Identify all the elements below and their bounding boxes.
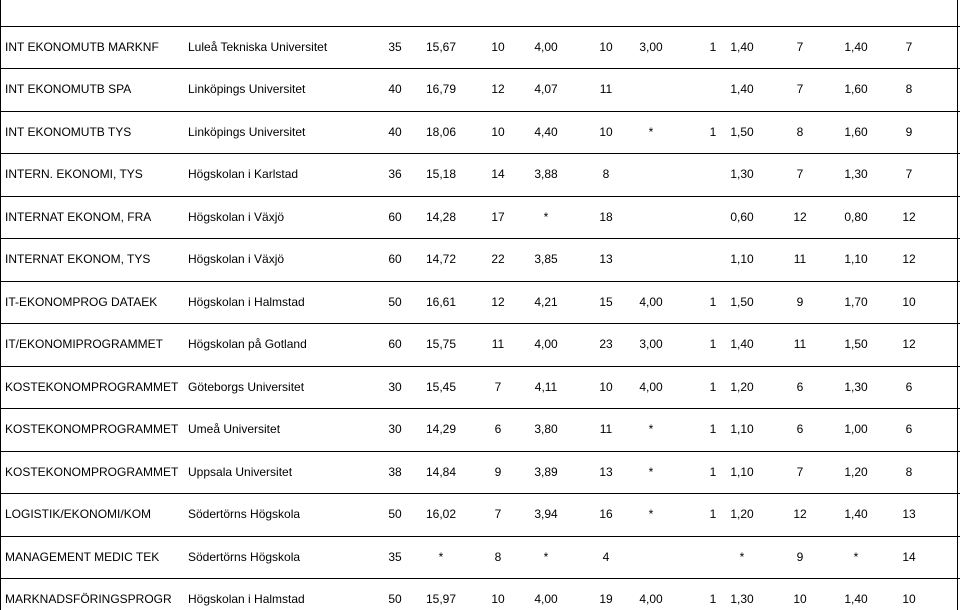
value-cell: 3,00	[639, 337, 663, 351]
value-cell: 15,45	[425, 380, 457, 394]
value-cell: 8	[905, 82, 913, 96]
value-cell: 10	[491, 40, 505, 54]
value-cell: 9	[494, 465, 502, 479]
university-name: Högskolan i Halmstad	[188, 295, 305, 309]
program-name: KOSTEKONOMPROGRAMMET	[5, 465, 179, 479]
table-row	[0, 238, 960, 281]
value-cell: 16,79	[425, 82, 457, 96]
value-cell: 23	[599, 337, 613, 351]
table-row	[0, 196, 960, 239]
value-cell: 1,50	[844, 337, 868, 351]
value-cell: 7	[796, 82, 804, 96]
value-cell: 7	[494, 507, 502, 521]
value-cell: 4,00	[534, 592, 558, 606]
value-cell: 12	[491, 82, 505, 96]
value-cell: 1,40	[730, 40, 754, 54]
university-name: Högskolan i Växjö	[188, 252, 285, 266]
value-cell: 35	[388, 550, 402, 564]
value-cell: 12	[793, 210, 807, 224]
program-name: INT EKONOMUTB SPA	[5, 82, 132, 96]
value-cell: 40	[388, 82, 402, 96]
university-name: Högskolan i Halmstad	[188, 592, 305, 606]
value-cell: 14	[902, 550, 916, 564]
value-cell: 4,21	[534, 295, 558, 309]
value-cell: 4,40	[534, 125, 558, 139]
value-cell: 12	[902, 252, 916, 266]
program-name: KOSTEKONOMPROGRAMMET	[5, 380, 179, 394]
value-cell: 60	[388, 210, 402, 224]
value-cell: 1	[709, 507, 717, 521]
value-cell: 8	[494, 550, 502, 564]
value-cell: 10	[902, 592, 916, 606]
value-cell: 7	[796, 465, 804, 479]
value-cell: 0,60	[730, 210, 754, 224]
university-name: Högskolan på Gotland	[188, 337, 307, 351]
value-cell: 10	[599, 125, 613, 139]
value-cell: 7	[905, 40, 913, 54]
value-cell: 6	[494, 422, 502, 436]
value-cell: 1,50	[730, 295, 754, 309]
value-cell: 8	[602, 167, 610, 181]
value-cell: 1,20	[730, 507, 754, 521]
value-cell: 22	[491, 252, 505, 266]
value-cell: 18	[599, 210, 613, 224]
value-cell: 8	[796, 125, 804, 139]
value-cell: 15,67	[425, 40, 457, 54]
university-name: Göteborgs Universitet	[188, 380, 305, 394]
value-cell: 60	[388, 252, 402, 266]
value-cell: 1	[709, 125, 717, 139]
program-name: INTERN. EKONOMI, TYS	[5, 167, 143, 181]
value-cell: 1,70	[844, 295, 868, 309]
value-cell: 9	[796, 295, 804, 309]
value-cell: 11	[793, 252, 807, 266]
value-cell: *	[648, 125, 654, 139]
value-cell: 4	[602, 550, 610, 564]
table-row	[0, 408, 960, 451]
value-cell: 11	[599, 422, 613, 436]
value-cell: 7	[796, 167, 804, 181]
table-row	[0, 281, 960, 324]
value-cell: 6	[796, 380, 804, 394]
value-cell: 16	[599, 507, 613, 521]
value-cell: 8	[905, 465, 913, 479]
value-cell: 10	[491, 592, 505, 606]
value-cell: *	[648, 465, 654, 479]
value-cell: 1,10	[730, 252, 754, 266]
program-name: MARKNADSFÖRINGSPROGR	[5, 592, 172, 606]
value-cell: 36	[388, 167, 402, 181]
value-cell: 4,07	[534, 82, 558, 96]
value-cell: 15,18	[425, 167, 457, 181]
program-name: LOGISTIK/EKONOMI/KOM	[5, 507, 152, 521]
value-cell: *	[438, 550, 444, 564]
table-row	[0, 26, 960, 69]
program-name: KOSTEKONOMPROGRAMMET	[5, 422, 179, 436]
university-name: Högskolan i Växjö	[188, 210, 285, 224]
program-name: MANAGEMENT MEDIC TEK	[5, 550, 160, 564]
value-cell: 14,72	[425, 252, 457, 266]
value-cell: 4,00	[639, 592, 663, 606]
value-cell: 6	[905, 422, 913, 436]
value-cell: 6	[905, 380, 913, 394]
university-name: Linköpings Universitet	[188, 125, 306, 139]
table-row	[0, 323, 960, 366]
value-cell: 11	[491, 337, 505, 351]
value-cell: 1	[709, 295, 717, 309]
value-cell: 3,94	[534, 507, 558, 521]
value-cell: 10	[902, 295, 916, 309]
program-name: IT-EKONOMPROG DATAEK	[5, 295, 158, 309]
value-cell: 16,61	[425, 295, 457, 309]
value-cell: 7	[905, 167, 913, 181]
value-cell: 1,40	[730, 82, 754, 96]
value-cell: 10	[599, 40, 613, 54]
value-cell: 1,30	[730, 167, 754, 181]
table-row	[0, 578, 960, 606]
value-cell: 14,29	[425, 422, 457, 436]
value-cell: 38	[388, 465, 402, 479]
value-cell: 1,20	[730, 380, 754, 394]
table-row	[0, 68, 960, 111]
university-name: Södertörns Högskola	[188, 550, 301, 564]
value-cell: 15,75	[425, 337, 457, 351]
value-cell: 4,00	[534, 337, 558, 351]
value-cell: 1,30	[844, 380, 868, 394]
value-cell: 1,40	[844, 40, 868, 54]
program-name: INT EKONOMUTB MARKNF	[5, 40, 159, 54]
value-cell: 4,00	[639, 295, 663, 309]
table-row	[0, 493, 960, 536]
value-cell: 30	[388, 422, 402, 436]
value-cell: 1,50	[730, 125, 754, 139]
value-cell: 15	[599, 295, 613, 309]
table-row	[0, 111, 960, 154]
value-cell: 4,00	[639, 380, 663, 394]
value-cell: 11	[599, 82, 613, 96]
value-cell: 10	[491, 125, 505, 139]
value-cell: 60	[388, 337, 402, 351]
university-name: Högskolan i Karlstad	[188, 167, 299, 181]
value-cell: 3,85	[534, 252, 558, 266]
value-cell: 9	[905, 125, 913, 139]
value-cell: 6	[796, 422, 804, 436]
value-cell: 14,84	[425, 465, 457, 479]
university-name: Luleå Tekniska Universitet	[188, 40, 328, 54]
value-cell: 1	[709, 465, 717, 479]
value-cell: 1,40	[844, 507, 868, 521]
value-cell: 13	[599, 252, 613, 266]
value-cell: *	[853, 550, 859, 564]
value-cell: 7	[796, 40, 804, 54]
value-cell: 12	[902, 337, 916, 351]
value-cell: 19	[599, 592, 613, 606]
value-cell: 13	[902, 507, 916, 521]
value-cell: 3,88	[534, 167, 558, 181]
value-cell: 12	[491, 295, 505, 309]
value-cell: 50	[388, 295, 402, 309]
value-cell: 1,10	[844, 252, 868, 266]
value-cell: *	[648, 422, 654, 436]
table-row	[0, 536, 960, 579]
value-cell: 1,60	[844, 82, 868, 96]
value-cell: 1,30	[730, 592, 754, 606]
university-name: Umeå Universitet	[188, 422, 281, 436]
program-name: INT EKONOMUTB TYS	[5, 125, 132, 139]
program-name: INTERNAT EKONOM, TYS	[5, 252, 151, 266]
table-row	[0, 153, 960, 196]
value-cell: 16,02	[425, 507, 457, 521]
value-cell: 1,40	[844, 592, 868, 606]
value-cell: *	[739, 550, 745, 564]
value-cell: 12	[902, 210, 916, 224]
value-cell: 3,89	[534, 465, 558, 479]
value-cell: 50	[388, 592, 402, 606]
value-cell: 10	[793, 592, 807, 606]
value-cell: 7	[494, 380, 502, 394]
value-cell: 4,11	[534, 380, 558, 394]
value-cell: 1,10	[730, 422, 754, 436]
table-row	[0, 451, 960, 494]
program-name: IT/EKONOMIPROGRAMMET	[5, 337, 164, 351]
university-name: Linköpings Universitet	[188, 82, 306, 96]
value-cell: 17	[491, 210, 505, 224]
value-cell: 1,60	[844, 125, 868, 139]
value-cell: 15,97	[425, 592, 457, 606]
value-cell: 14	[491, 167, 505, 181]
value-cell: 1	[709, 592, 717, 606]
value-cell: 18,06	[425, 125, 457, 139]
value-cell: 1,10	[730, 465, 754, 479]
value-cell: 1,30	[844, 167, 868, 181]
value-cell: 12	[793, 507, 807, 521]
value-cell: 9	[796, 550, 804, 564]
table-row	[0, 366, 960, 409]
value-cell: 1,40	[730, 337, 754, 351]
university-name: Södertörns Högskola	[188, 507, 301, 521]
value-cell: 1	[709, 380, 717, 394]
value-cell: 10	[599, 380, 613, 394]
value-cell: *	[543, 210, 549, 224]
value-cell: 1,00	[844, 422, 868, 436]
value-cell: 1	[709, 40, 717, 54]
value-cell: 13	[599, 465, 613, 479]
value-cell: 40	[388, 125, 402, 139]
university-name: Uppsala Universitet	[188, 465, 293, 479]
value-cell: 0,80	[844, 210, 868, 224]
value-cell: 1	[709, 422, 717, 436]
value-cell: 14,28	[425, 210, 457, 224]
value-cell: 1	[709, 337, 717, 351]
value-cell: 11	[793, 337, 807, 351]
value-cell: *	[543, 550, 549, 564]
value-cell: 4,00	[534, 40, 558, 54]
value-cell: 50	[388, 507, 402, 521]
value-cell: 3,80	[534, 422, 558, 436]
value-cell: 35	[388, 40, 402, 54]
value-cell: 1,20	[844, 465, 868, 479]
program-name: INTERNAT EKONOM, FRA	[5, 210, 152, 224]
value-cell: 30	[388, 380, 402, 394]
value-cell: 3,00	[639, 40, 663, 54]
value-cell: *	[648, 507, 654, 521]
